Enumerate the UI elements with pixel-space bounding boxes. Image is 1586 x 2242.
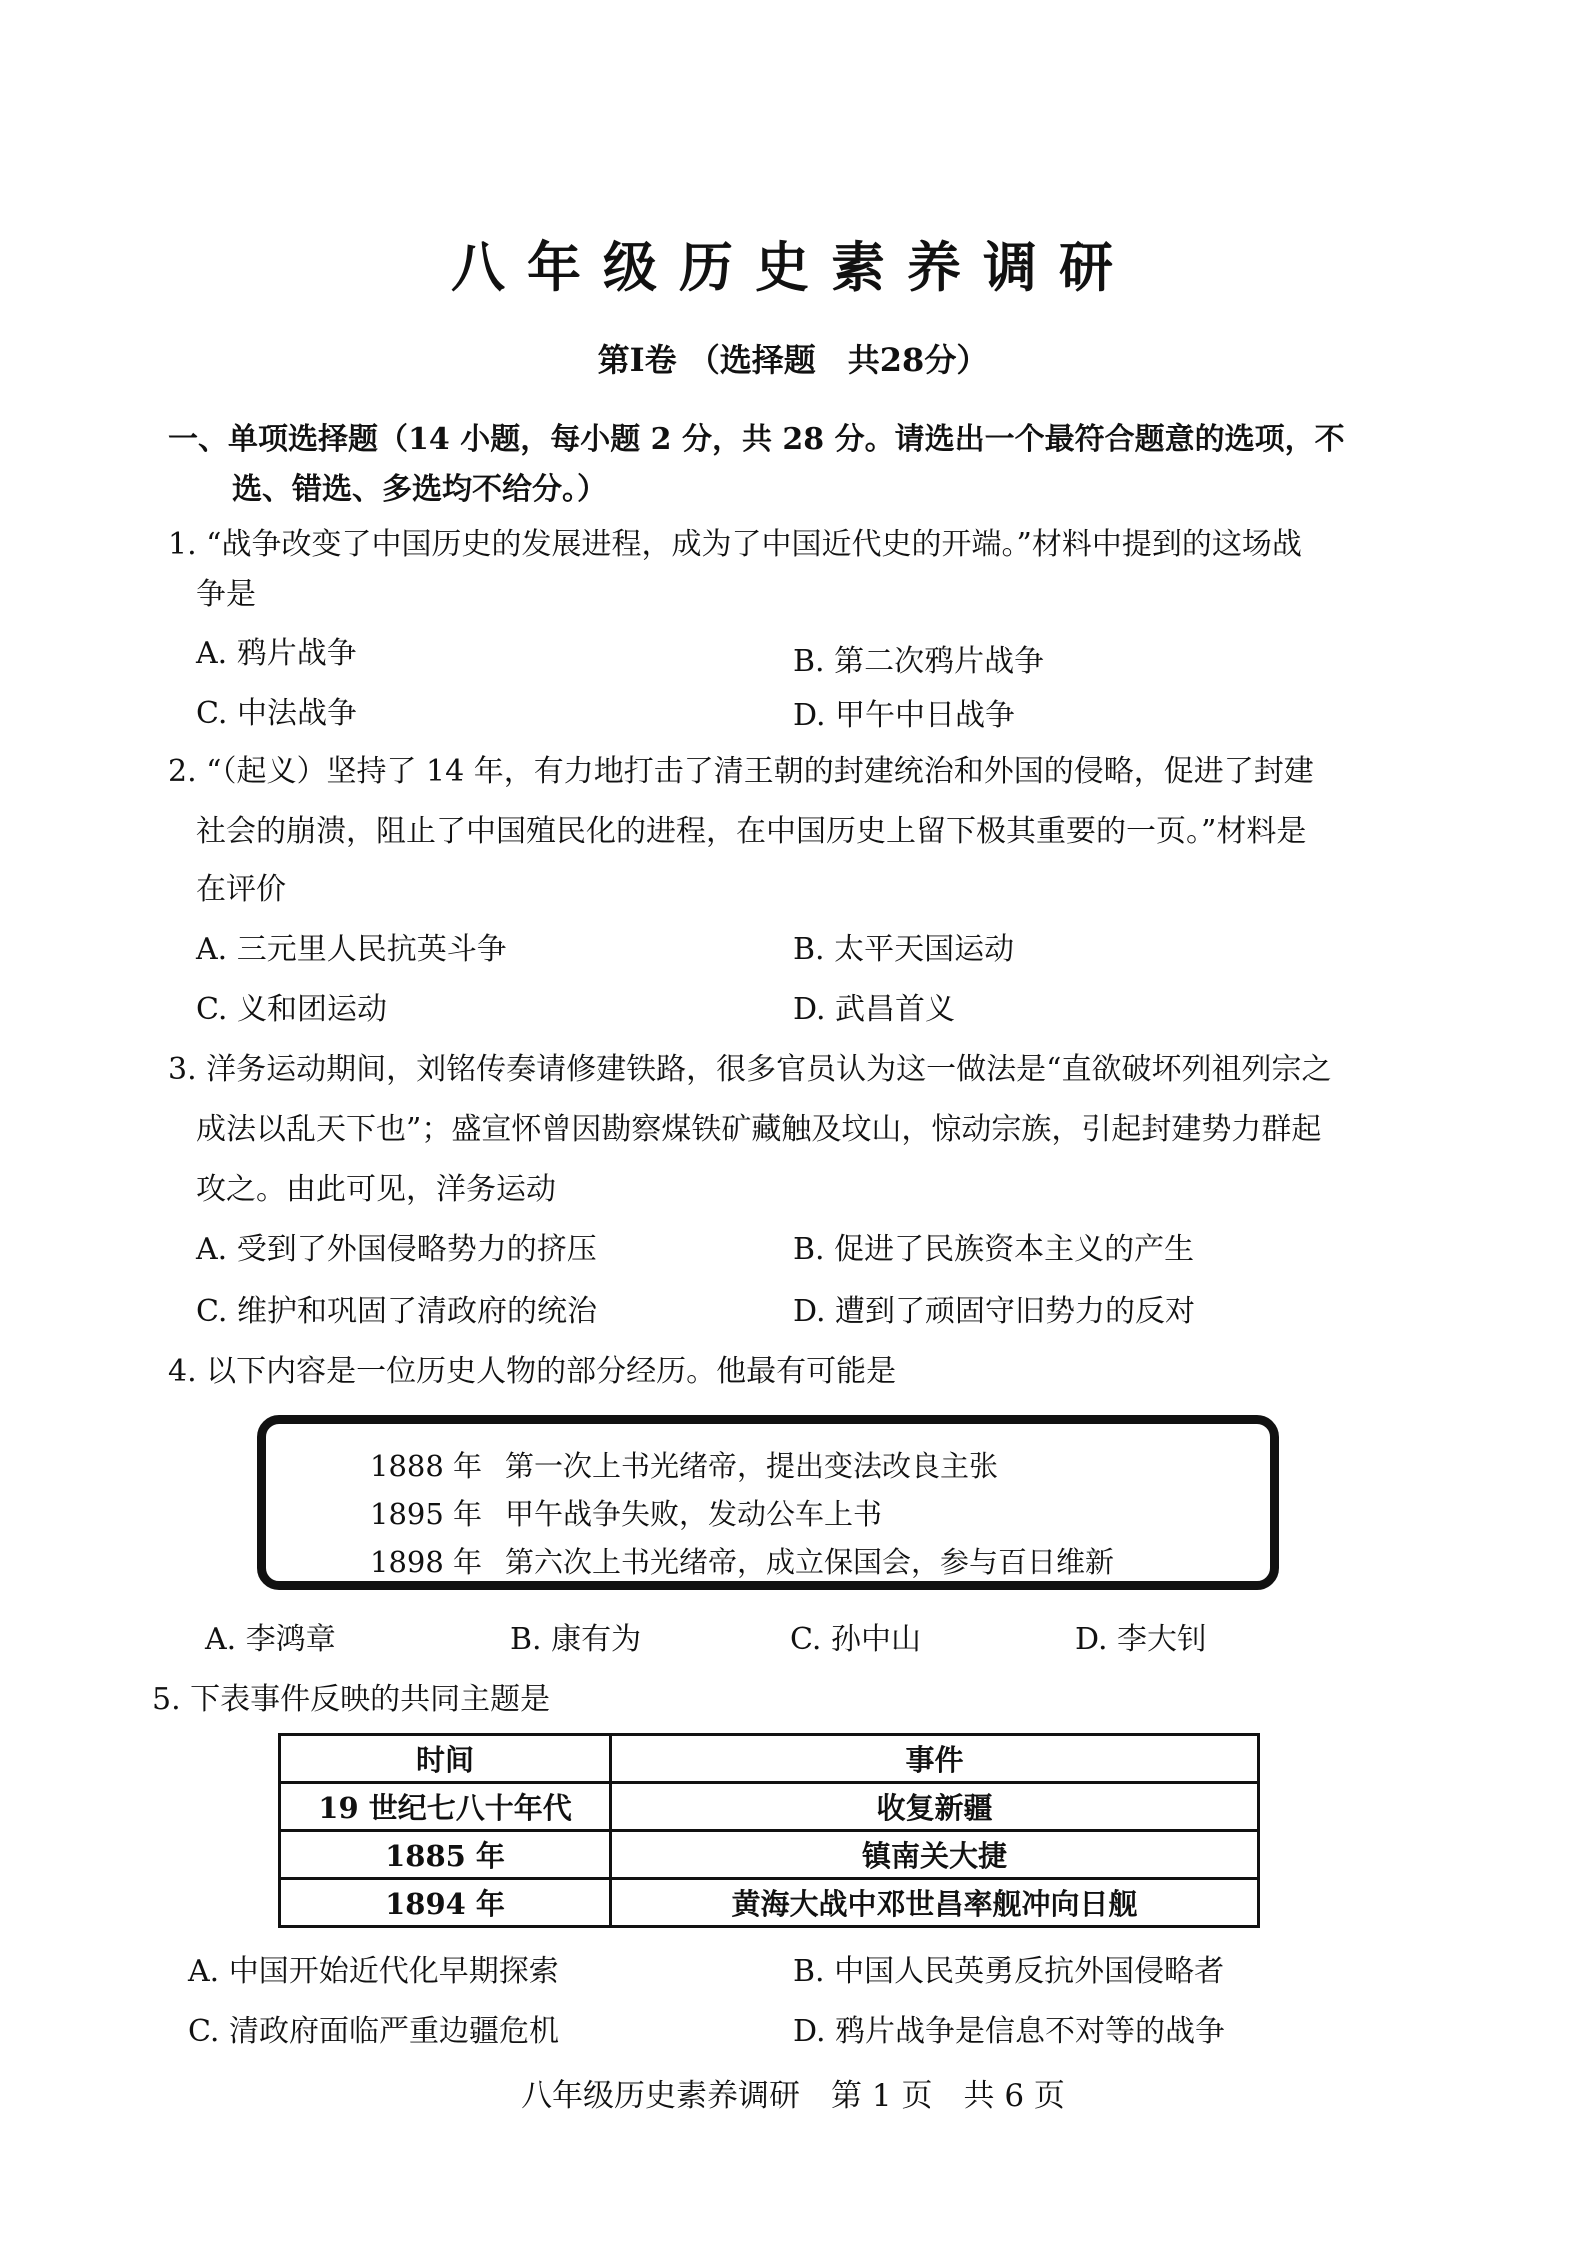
table-cell: 镇南关大捷 xyxy=(611,1831,1259,1879)
q4-record-year: 1895 年 xyxy=(370,1497,483,1531)
q2-stem-line2: 社会的崩溃，阻止了中国殖民化的进程，在中国历史上留下极其重要的一页。”材料是 xyxy=(196,814,1307,849)
table-header-cell: 时间 xyxy=(280,1735,611,1783)
q5-option-d: D. 鸦片战争是信息不对等的战争 xyxy=(793,2014,1226,2049)
q1-option-a: A. 鸦片战争 xyxy=(196,636,357,671)
q1-stem-line1: 1. “战争改变了中国历史的发展进程，成为了中国近代史的开端。”材料中提到的这场战 xyxy=(168,527,1302,562)
q5-events-table xyxy=(278,1733,1260,1928)
section-instructions-line1: 一、单项选择题（14 小题，每小题 2 分，共 28 分。请选出一个最符合题意的选项，不 xyxy=(168,422,1345,457)
table-header-cell: 事件 xyxy=(611,1735,1259,1783)
q4-record-year: 1888 年 xyxy=(370,1449,483,1483)
q1-option-c: C. 中法战争 xyxy=(196,696,357,731)
q4-record-text: 第一次上书光绪帝，提出变法改良主张 xyxy=(505,1449,999,1483)
page-title: 八年级历史素养调研 xyxy=(451,235,1135,299)
q4-record-box xyxy=(257,1415,1279,1590)
q3-option-c: C. 维护和巩固了清政府的统治 xyxy=(196,1294,597,1329)
q2-option-d: D. 武昌首义 xyxy=(793,992,956,1027)
q3-option-d: D. 遭到了顽固守旧势力的反对 xyxy=(793,1294,1196,1329)
q1-option-b: B. 第二次鸦片战争 xyxy=(793,644,1045,679)
q4-record-year: 1898 年 xyxy=(370,1545,483,1579)
table-cell: 19 世纪七八十年代 xyxy=(280,1783,611,1831)
q1-option-d: D. 甲午中日战争 xyxy=(793,698,1016,733)
table-row xyxy=(280,1783,1259,1831)
q5-option-b: B. 中国人民英勇反抗外国侵略者 xyxy=(793,1954,1225,1989)
q2-stem-line3: 在评价 xyxy=(196,872,286,907)
q4-stem: 4. 以下内容是一位历史人物的部分经历。他最有可能是 xyxy=(168,1354,897,1389)
page-footer: 八年级历史素养调研 第 1 页 共 6 页 xyxy=(521,2078,1065,2114)
q5-stem: 5. 下表事件反映的共同主题是 xyxy=(152,1682,551,1717)
q4-option-d: D. 李大钊 xyxy=(1075,1622,1208,1657)
q1-stem-line2: 争是 xyxy=(196,577,256,612)
q3-option-a: A. 受到了外国侵略势力的挤压 xyxy=(196,1232,597,1267)
q4-record-text: 甲午战争失败，发动公车上书 xyxy=(505,1497,883,1531)
section-instructions-line2: 选、错选、多选均不给分。） xyxy=(232,472,607,507)
q2-option-b: B. 太平天国运动 xyxy=(793,932,1015,967)
table-header-row xyxy=(280,1735,1259,1783)
q4-option-c: C. 孙中山 xyxy=(790,1622,921,1657)
table-cell: 1894 年 xyxy=(280,1879,611,1927)
table-cell: 1885 年 xyxy=(280,1831,611,1879)
q2-option-c: C. 义和团运动 xyxy=(196,992,387,1027)
q4-option-b: B. 康有为 xyxy=(510,1622,642,1657)
table-row xyxy=(280,1831,1259,1879)
q2-option-a: A. 三元里人民抗英斗争 xyxy=(196,932,507,967)
table-cell: 黄海大战中邓世昌率舰冲向日舰 xyxy=(611,1879,1259,1927)
section-subtitle: 第Ⅰ卷 （选择题 共28分） xyxy=(597,341,989,379)
q5-option-c: C. 清政府面临严重边疆危机 xyxy=(188,2014,559,2049)
q3-stem-line3: 攻之。由此可见，洋务运动 xyxy=(196,1172,556,1207)
q3-option-b: B. 促进了民族资本主义的产生 xyxy=(793,1232,1195,1267)
q3-stem-line1: 3. 洋务运动期间，刘铭传奏请修建铁路，很多官员认为这一做法是“直欲破坏列祖列宗之 xyxy=(168,1052,1332,1087)
table-row xyxy=(280,1879,1259,1927)
q5-option-a: A. 中国开始近代化早期探索 xyxy=(188,1954,559,1989)
table-cell: 收复新疆 xyxy=(611,1783,1259,1831)
q4-option-a: A. 李鸿章 xyxy=(205,1622,336,1657)
q2-stem-line1: 2. “（起义）坚持了 14 年，有力地打击了清王朝的封建统治和外国的侵略，促进了封建 xyxy=(168,754,1314,789)
q3-stem-line2: 成法以乱天下也”；盛宣怀曾因勘察煤铁矿藏触及坟山，惊动宗族，引起封建势力群起 xyxy=(196,1112,1322,1147)
q4-record-text: 第六次上书光绪帝，成立保国会，参与百日维新 xyxy=(505,1545,1115,1579)
